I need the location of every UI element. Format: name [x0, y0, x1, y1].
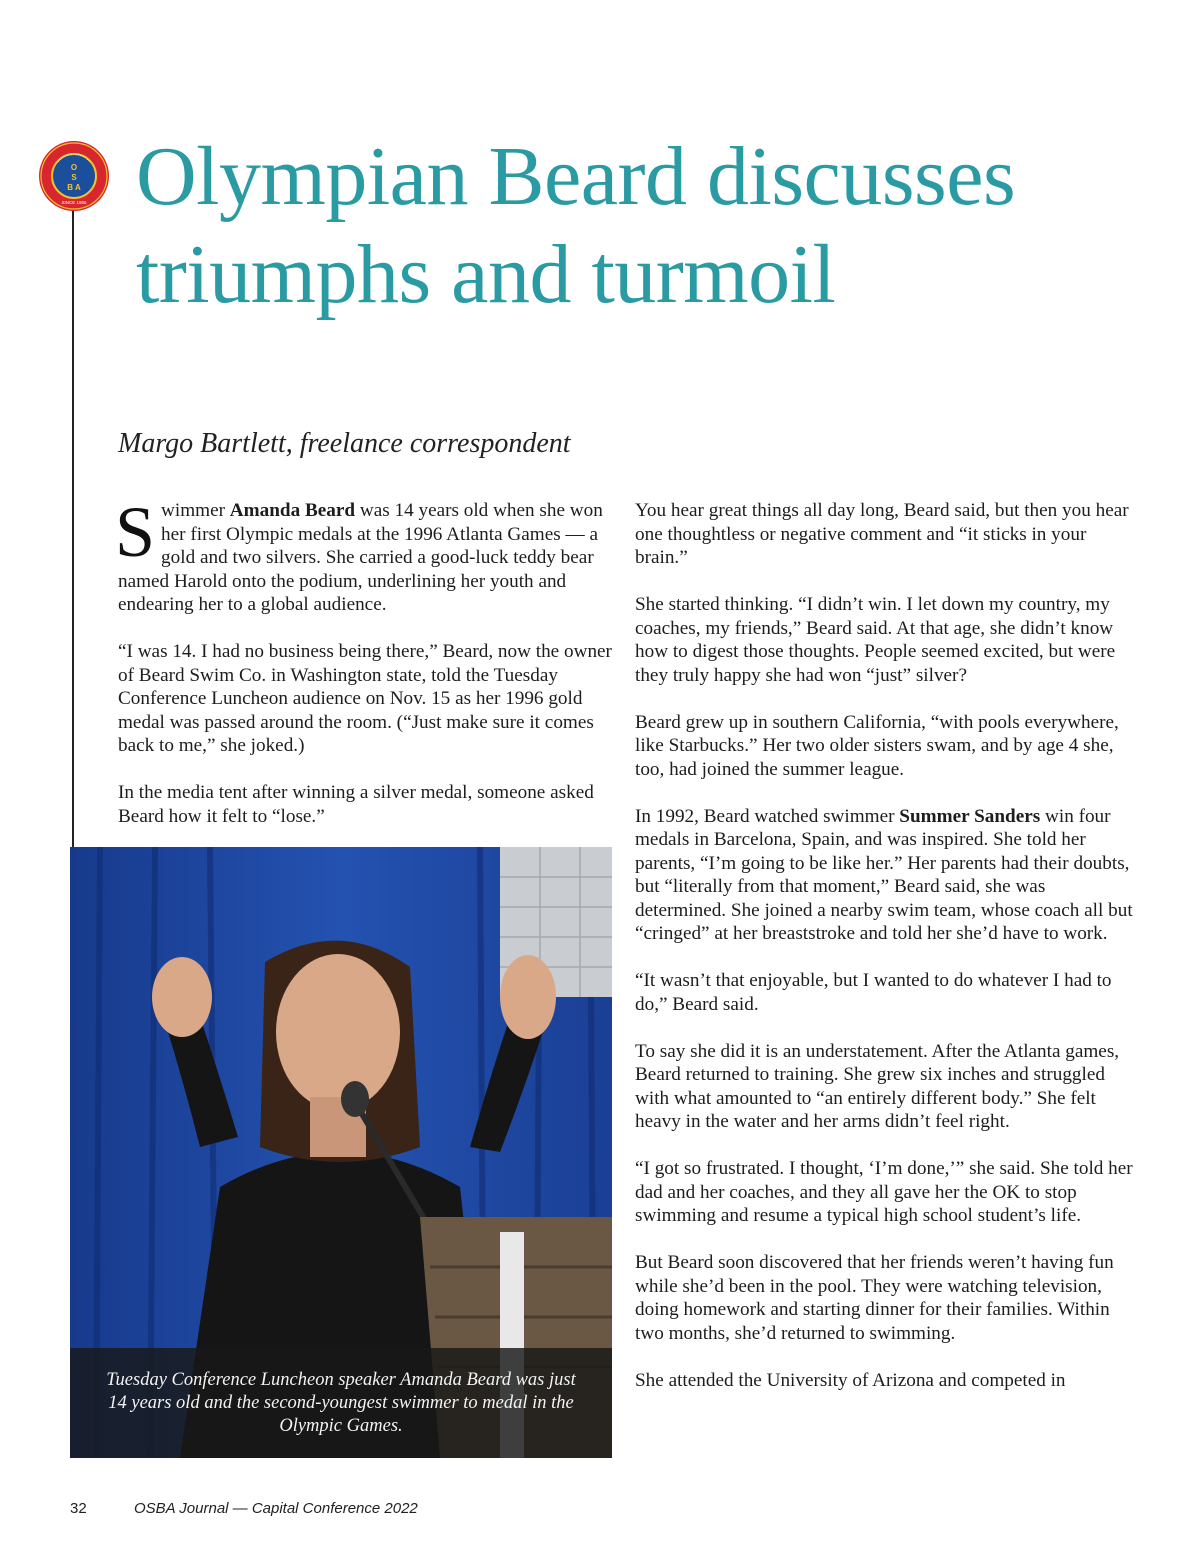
paragraph: “I got so frustrated. I thought, ‘I’m done,’” she said. She told her dad and her coaches, and they all gave her the OK to stop swimming and resume a typical high school student’s life.	[635, 1158, 1133, 1226]
right-column	[635, 499, 1135, 1416]
paragraph: You hear great things all day long, Beard said, but then you hear one thoughtless or negative comment and “it sticks in your brain.”	[635, 500, 1129, 568]
publication-name: OSBA Journal — Capital Conference 2022	[134, 1500, 418, 1517]
svg-text:SINCE 1955: SINCE 1955	[61, 200, 87, 205]
speaker-photo	[70, 847, 612, 1458]
paragraph	[115, 492, 614, 617]
margin-rule	[72, 200, 74, 850]
left-column	[115, 492, 614, 852]
paragraph: “I was 14. I had no business being there,” Beard, now the owner of Beard Swim Co. in Washington state, told the Tuesday Conference Luncheon audience on Nov. 15 as her 1996 gold medal was passed around the room. (“Just make sure it comes back to me,” she joked.)	[118, 641, 612, 756]
paragraph: Beard grew up in southern California, “with pools everywhere, like Starbucks.” Her two older sisters swam, and by age 4 she, too, had joined the summer league.	[635, 711, 1119, 780]
paragraph	[635, 805, 1135, 946]
paragraph: She started thinking. “I didn’t win. I let down my country, my coaches, my friends,” Beard said. At that age, she didn’t know how to digest those thoughts. People seemed excited, but were they truly happy she had won “just” silver?	[635, 594, 1116, 686]
paragraph-text: In 1992, Beard watched swimmer	[635, 805, 900, 827]
article-title: Olympian Beard discusses triumphs and turmoil	[136, 130, 1016, 321]
paragraph-text: was 14 years old when she won her first Olympic medals at the 1996 Atlanta Games — a gold and two silvers. She carried a good-luck teddy bear named Harold onto the podium, underlining her youth and endearing her to a global audience.	[118, 500, 603, 615]
paragraph: To say she did it is an understatement. After the Atlanta games, Beard returned to training. She grew six inches and struggled with what amounted to “an entirely different body.” She felt heavy in the water and her arms didn’t feel right.	[635, 1040, 1120, 1132]
page-number: 32	[70, 1500, 87, 1517]
paragraph: In the media tent after winning a silver medal, someone asked Beard how it felt to “lose.”	[118, 782, 594, 827]
paragraph-text: win four medals in Barcelona, Spain, and was inspired. She told her parents, “I’m going to be like her.” Her parents had their doubts, but “literally from that moment,” Beard said, she was determined. She joined a nearby swim team, whose coach all but “cringed” at her breaststroke and told her she’d have to work.	[635, 805, 1133, 944]
paragraph: She attended the University of Arizona and competed in	[635, 1369, 1066, 1391]
osba-seal-icon	[38, 140, 110, 212]
paragraph: “It wasn’t that enjoyable, but I wanted to do whatever I had to do,” Beard said.	[635, 970, 1112, 1015]
bold-name: Amanda Beard	[229, 500, 356, 521]
svg-text:B A: B A	[67, 183, 81, 192]
paragraph-text: wimmer	[161, 500, 230, 521]
photo-caption: Tuesday Conference Luncheon speaker Amanda Beard was just 14 years old and the second-youngest swimmer to medal in the Olympic Games.	[70, 1348, 612, 1458]
byline: Margo Bartlett, freelance correspondent	[118, 428, 571, 459]
drop-cap: S	[115, 492, 156, 572]
page-footer	[70, 1500, 670, 1517]
svg-text:O: O	[70, 163, 78, 172]
paragraph: But Beard soon discovered that her friends weren’t having fun while she’d been in the pool. They were watching television, doing homework and starting dinner for their families. Within two months, she’d returned to swimming.	[635, 1252, 1114, 1344]
bold-name: Summer Sanders	[899, 805, 1041, 827]
svg-text:S: S	[71, 173, 77, 182]
